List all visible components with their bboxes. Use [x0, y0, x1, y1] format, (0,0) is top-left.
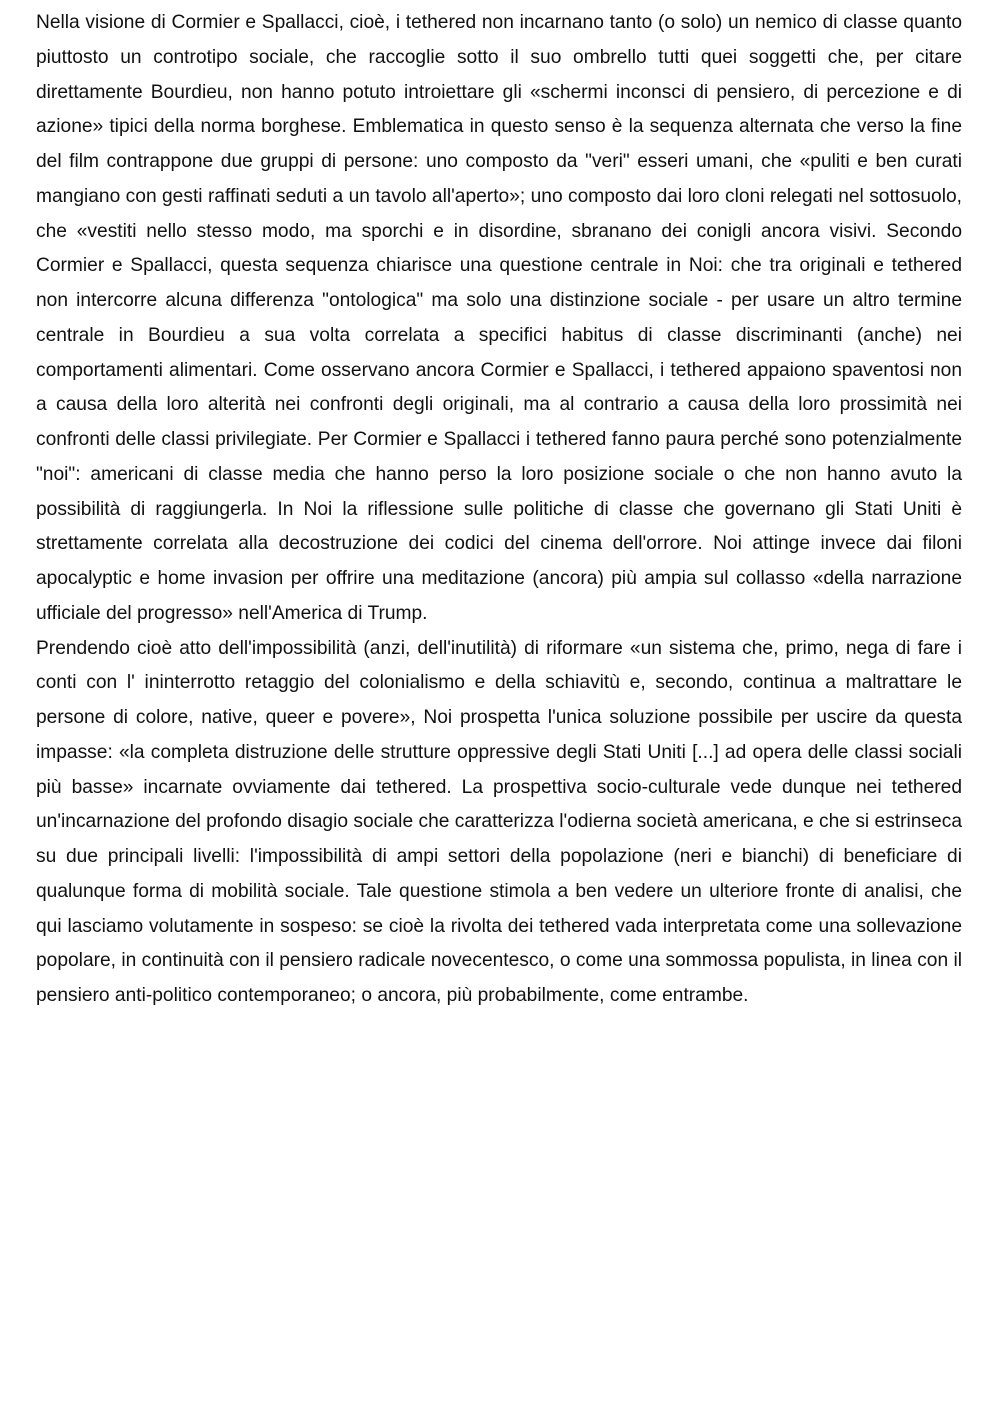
paragraph-2: Prendendo cioè atto dell'impossibilità (anzi, dell'inutilità) di riformare «un sistema che, primo, nega di fare i conti con l' ininterrotto retaggio del colonialismo e della schiavitù e, secondo, continua a maltrattare le persone di colore, native, queer e povere», Noi prospetta l'unica soluzione possibile per uscire da questa impasse: «la completa distruzione delle strutture oppressive degli Stati Uniti [...] ad opera delle classi sociali più basse» incarnate ovviamente dai tethered. La prospettiva socio-culturale vede dunque nei tethered un'incarnazione del profondo disagio sociale che caratterizza l'odierna società americana, e che si estrinseca su due principali livelli: l'impossibilità di ampi settori della popolazione (neri e bianchi) di beneficiare di qualunque forma di mobilità sociale. Tale questione stimola a ben vedere un ulteriore fronte di analisi, che qui lasciamo volutamente in sospeso: se cioè la rivolta dei tethered vada interpretata come una sollevazione popolare, in continuità con il pensiero radicale novecentesco, o come una sommossa populista, in linea con il pensiero anti-politico contemporaneo; o ancora, più probabilmente, come entrambe.	[36, 637, 962, 1006]
paragraph-1: Nella visione di Cormier e Spallacci, cioè, i tethered non incarnano tanto (o solo) un nemico di classe quanto piuttosto un controtipo sociale, che raccoglie sotto il suo ombrello tutti quei soggetti che, per citare direttamente Bourdieu, non hanno potuto introiettare gli «schermi inconsci di pensiero, di percezione e di azione» tipici della norma borghese. Emblematica in questo senso è la sequenza alternata che verso la fine del film contrappone due gruppi di persone: uno composto da "veri" esseri umani, che «puliti e ben curati mangiano con gesti raffinati seduti a un tavolo all'aperto»; uno composto dai loro cloni relegati nel sottosuolo, che «vestiti nello stesso modo, ma sporchi e in disordine, sbranano dei conigli ancora visivi. Secondo Cormier e Spallacci, questa sequenza chiarisce una questione centrale in Noi: che tra originali e tethered non intercorre alcuna differenza "ontologica" ma solo una distinzione sociale - per usare un altro termine centrale in Bourdieu a sua volta correlata a specifici habitus di classe discriminanti (anche) nei comportamenti alimentari. Come osservano ancora Cormier e Spallacci, i tethered appaiono spaventosi non a causa della loro alterità nei confronti degli originali, ma al contrario a causa della loro prossimità nei confronti delle classi privilegiate. Per Cormier e Spallacci i tethered fanno paura perché sono potenzialmente "noi": americani di classe media che hanno perso la loro posizione sociale o che non hanno avuto la possibilità di raggiungerla. In Noi la riflessione sulle politiche di classe che governano gli Stati Uniti è strettamente correlata alla decostruzione dei codici del cinema dell'orrore. Noi attinge invece dai filoni apocalyptic e home invasion per offrire una meditazione (ancora) più ampia sul collasso «della narrazione ufficiale del progresso» nell'America di Trump.	[36, 12, 962, 624]
document-body	[36, 6, 962, 1014]
